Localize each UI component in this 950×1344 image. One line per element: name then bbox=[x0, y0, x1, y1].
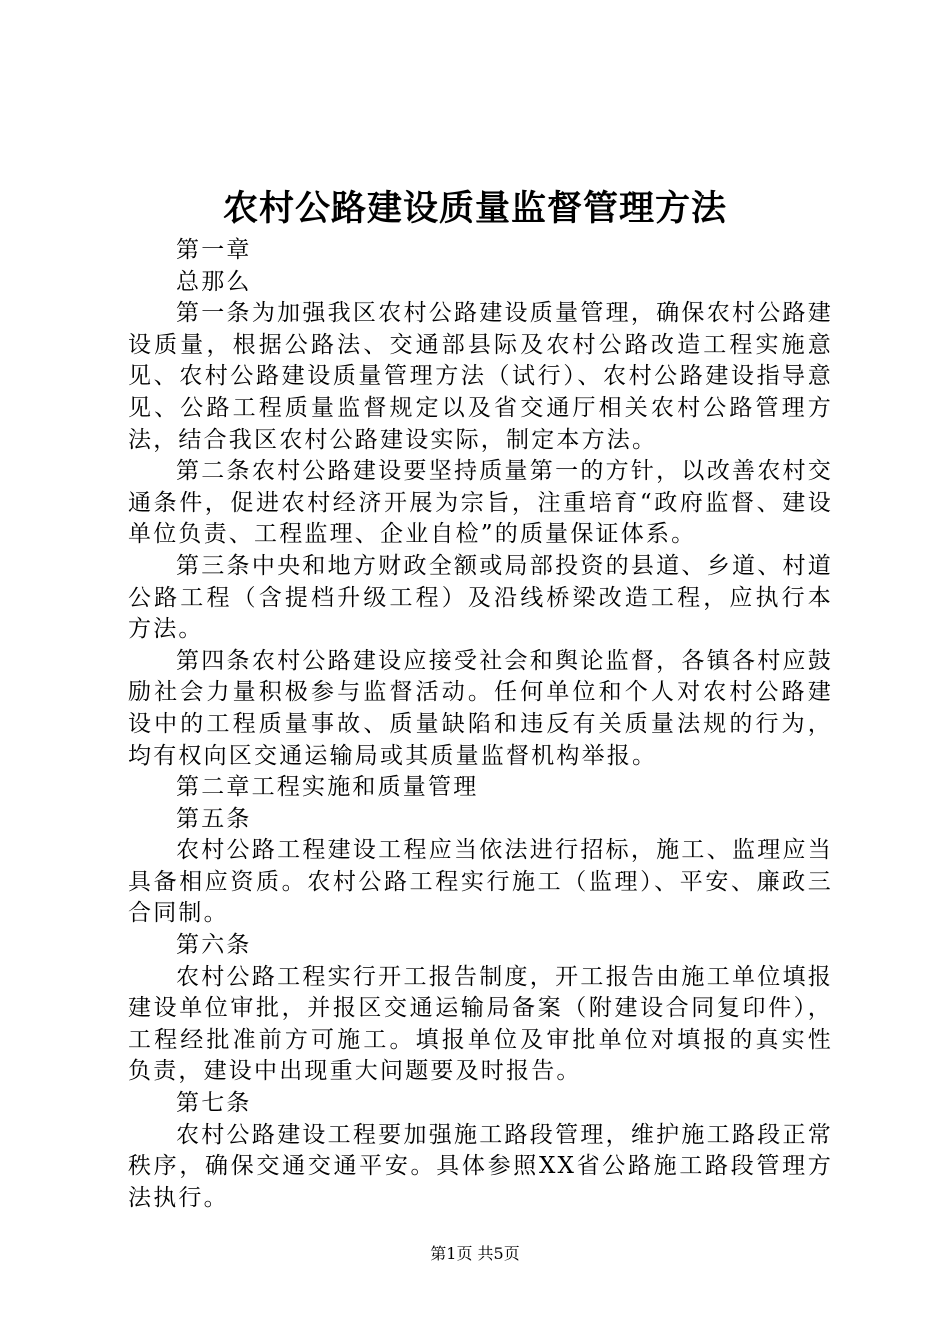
article-heading: 第五条 bbox=[176, 805, 252, 832]
article-paragraph: 第三条中央和地方财政全额或局部投资的县道、乡道、村道公路工程（含提档升级工程）及沿线桥梁改造工程，应执行本方法。 bbox=[128, 552, 833, 643]
article-paragraph: 农村公路建设工程要加强施工路段管理，维护施工路段正常秩序，确保交通交通平安。具体参照XX省公路施工路段管理方法执行。 bbox=[128, 1121, 833, 1211]
article-paragraph: 第四条农村公路建设应接受社会和舆论监督，各镇各村应鼓励社会力量积极参与监督活动。任何单位和个人对农村公路建设中的工程质量事故、质量缺陷和违反有关质量法规的行为，均有权向区交通运输局或其质量监督机构举报。 bbox=[128, 647, 833, 769]
section-heading: 总那么 bbox=[176, 268, 252, 295]
document-title: 农村公路建设质量监督管理方法 bbox=[222, 188, 727, 229]
chapter-heading: 第一章 bbox=[176, 237, 252, 263]
article-paragraph: 第一条为加强我区农村公路建设质量管理，确保农村公路建设质量，根据公路法、交通部县际及农村公路改造工程实施意见、农村公路建设质量管理方法（试行）、农村公路建设指导意见、公路工程质量监督规定以及省交通厅相关农村公路管理方法，结合我区农村公路建设实际，制定本方法。 bbox=[128, 300, 833, 453]
article-heading: 第七条 bbox=[176, 1090, 252, 1117]
document-body bbox=[128, 235, 833, 1214]
page-footer: 第1页 共5页 bbox=[430, 1244, 520, 1263]
article-heading: 第六条 bbox=[176, 932, 252, 959]
article-paragraph: 第二条农村公路建设要坚持质量第一的方针，以改善农村交通条件，促进农村经济开展为宗旨，注重培育“政府监督、建设单位负责、工程监理、企业自检”的质量保证体系。 bbox=[128, 458, 833, 548]
article-paragraph: 农村公路工程建设工程应当依法进行招标，施工、监理应当具备相应资质。农村公路工程实行施工（监理）、平安、廉政三合同制。 bbox=[128, 837, 833, 927]
article-paragraph: 农村公路工程实行开工报告制度，开工报告由施工单位填报建设单位审批，并报区交通运输局备案（附建设合同复印件），工程经批准前方可施工。填报单位及审批单位对填报的真实性负责，建设中出现重大问题要及时报告。 bbox=[128, 963, 833, 1085]
chapter-heading: 第二章工程实施和质量管理 bbox=[176, 774, 479, 801]
